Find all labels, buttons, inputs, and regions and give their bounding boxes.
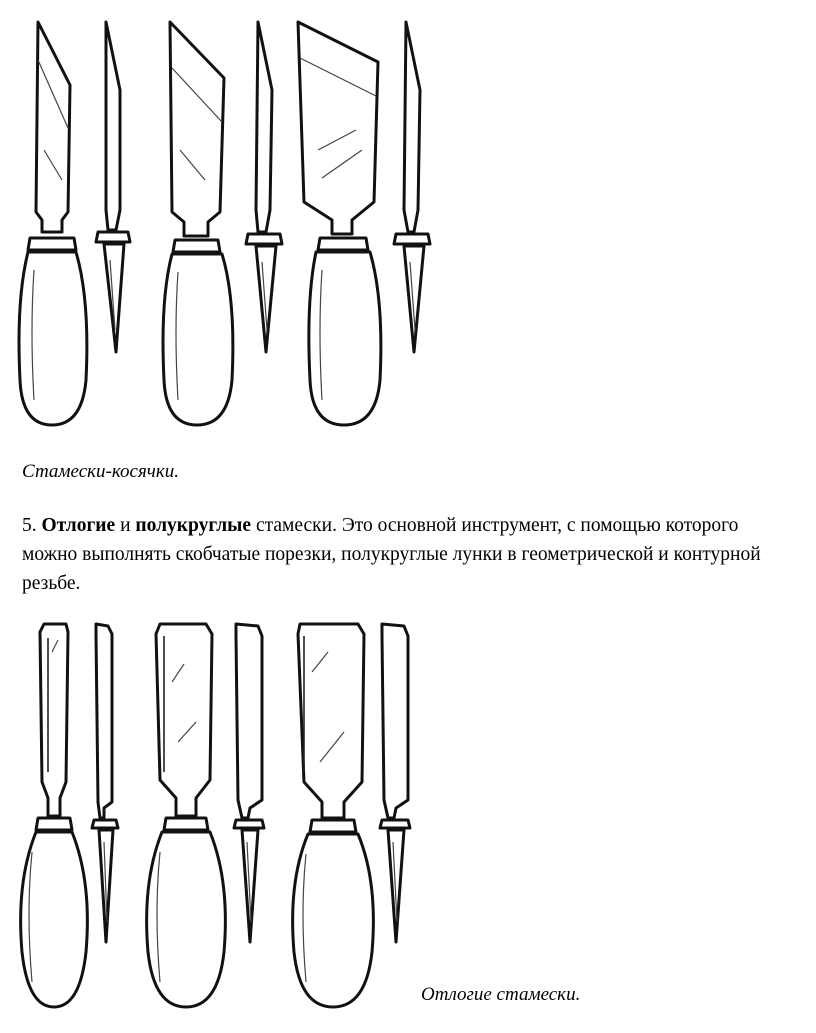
flat-chisel-wide-front-5	[293, 624, 374, 1007]
figure-caption-skew-chisels: Стамески-косячки.	[22, 461, 179, 482]
skew-chisel-wide-front-5	[298, 22, 381, 425]
paragraph-text: стамески. Это основной инструмент, с помощью которого можно выполнять скобчатые порезки, полукруглые лунки в геометрической и контурной резьбе.	[22, 515, 761, 594]
skew-chisel-side-4	[246, 22, 282, 352]
flat-chisel-front-3	[147, 624, 226, 1007]
flat-chisel-wide-side-6	[380, 624, 410, 942]
conjunction: и	[120, 515, 131, 536]
skew-chisel-front-3	[163, 22, 233, 425]
flat-chisel-side-2	[92, 624, 118, 942]
skew-chisel-front-1	[19, 22, 87, 425]
term-otlogie: Отлогие	[41, 515, 116, 536]
figure-caption-flat-chisels: Отлогие стамески.	[421, 984, 581, 1005]
paragraph-5	[22, 511, 782, 598]
flat-chisel-front-1	[21, 624, 88, 1007]
term-polukruglye: полукруглые	[135, 515, 252, 536]
paragraph-number: 5.	[22, 515, 37, 536]
flat-chisel-side-4	[234, 624, 264, 942]
skew-chisel-side-6	[394, 22, 430, 352]
skew-chisels-illustration	[0, 0, 816, 450]
skew-chisel-side-2	[96, 22, 130, 352]
flat-chisels-illustration	[0, 612, 816, 1033]
